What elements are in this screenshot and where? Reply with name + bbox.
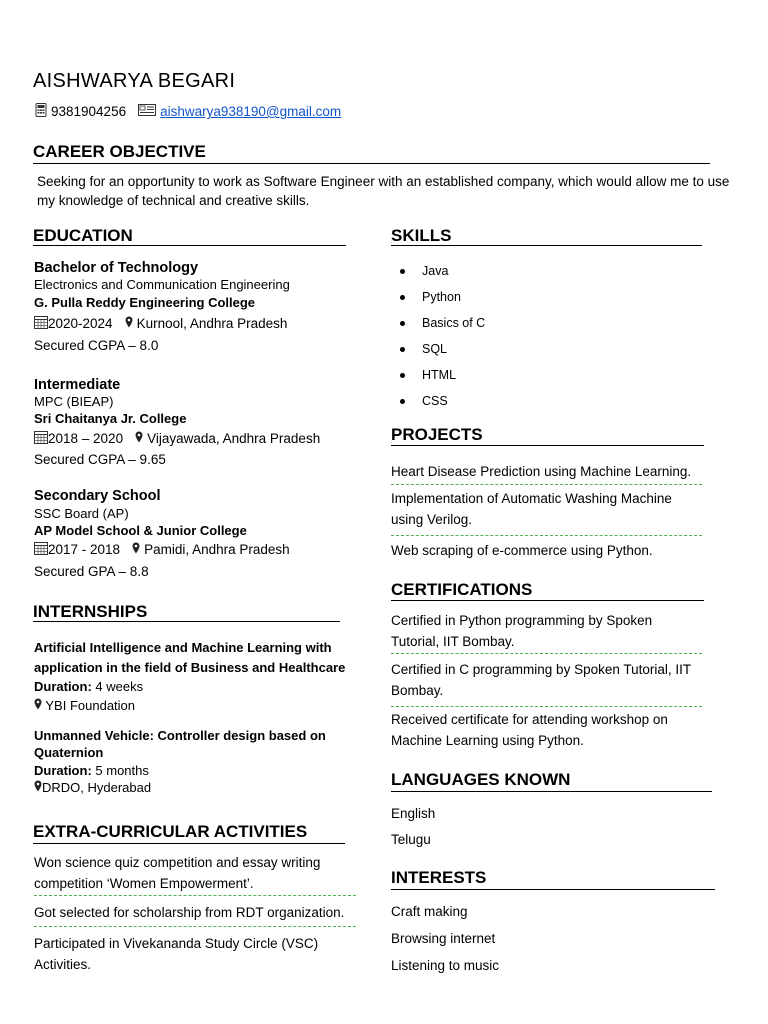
field: SSC Board (AP) <box>34 506 129 521</box>
skills-list <box>400 258 485 414</box>
score: Secured CGPA – 9.65 <box>34 452 166 467</box>
field: MPC (BIEAP) <box>34 394 114 409</box>
bullet-icon <box>400 347 405 352</box>
divider <box>33 163 710 164</box>
language-item: English <box>391 806 436 821</box>
location-pin-icon <box>34 780 42 795</box>
certifications-heading: CERTIFICATIONS <box>391 580 533 599</box>
org-row <box>34 696 369 716</box>
skill-label: Python <box>422 290 461 304</box>
score: Secured GPA – 8.8 <box>34 564 149 579</box>
divider <box>391 889 715 890</box>
phone-number: 9381904256 <box>51 104 127 119</box>
career-objective-text: Seeking for an opportunity to work as Software Engineer with an established company, which would allow me to use my knowledge of technical and creative skills. <box>37 174 730 208</box>
interest-item: Craft making <box>391 904 468 919</box>
duration: 5 months <box>95 763 149 778</box>
language-item: Telugu <box>391 832 431 847</box>
dashed-separator <box>34 895 356 896</box>
skill-item <box>400 310 485 336</box>
school: G. Pulla Reddy Engineering College <box>34 295 256 310</box>
bullet-icon <box>400 295 405 300</box>
projects-heading: PROJECTS <box>391 425 483 444</box>
skill-label: HTML <box>422 368 457 382</box>
years: 2018 – 2020 <box>48 431 124 446</box>
duration-label: Duration: <box>34 679 92 694</box>
education-entry <box>34 260 374 353</box>
divider <box>391 600 704 601</box>
calendar-icon <box>34 541 48 558</box>
school: AP Model School & Junior College <box>34 523 247 538</box>
degree: Secondary School <box>34 488 161 504</box>
org-row <box>34 780 369 796</box>
bullet-icon <box>400 373 405 378</box>
location: Kurnool, Andhra Pradesh <box>136 316 288 331</box>
years: 2020-2024 <box>48 316 113 331</box>
extracurricular-item: Participated in Vivekananda Study Circle (VSC) Activities. <box>34 936 319 972</box>
phone-icon <box>35 103 47 120</box>
dashed-separator <box>391 535 702 536</box>
duration: 4 weeks <box>95 679 144 694</box>
education-entry <box>34 488 374 579</box>
degree: Bachelor of Technology <box>34 260 199 276</box>
year-location-row <box>34 315 374 332</box>
email-icon <box>138 104 156 119</box>
field: Electronics and Communication Engineering <box>34 277 290 292</box>
certification-item: Received certificate for attending workshop on Machine Learning using Python. <box>391 712 668 748</box>
divider <box>391 245 702 246</box>
skill-label: Basics of C <box>422 316 486 330</box>
skill-item <box>400 362 485 388</box>
skills-heading: SKILLS <box>391 226 452 245</box>
years: 2017 - 2018 <box>48 542 121 557</box>
bullet-icon <box>400 399 405 404</box>
divider <box>33 621 340 622</box>
extracurricular-item: Won science quiz competition and essay writing competition ‘Women Empowerment’. <box>34 855 321 891</box>
extracurricular-item: Got selected for scholarship from RDT organization. <box>34 905 345 920</box>
location: Vijayawada, Andhra Pradesh <box>147 431 321 446</box>
skill-label: Java <box>422 264 449 278</box>
skill-label: CSS <box>422 394 448 408</box>
skill-item <box>400 284 485 310</box>
score: Secured CGPA – 8.0 <box>34 338 159 353</box>
internship-entry <box>34 727 369 796</box>
divider <box>391 445 704 446</box>
duration-label: Duration: <box>34 763 92 778</box>
career-objective-heading: CAREER OBJECTIVE <box>33 142 206 161</box>
dashed-separator <box>34 926 356 927</box>
certification-item: Certified in Python programming by Spoken Tutorial, IIT Bombay. <box>391 613 653 649</box>
divider <box>391 791 712 792</box>
school: Sri Chaitanya Jr. College <box>34 411 187 426</box>
internship-title: Unmanned Vehicle: Controller design based on Quaternion <box>34 728 326 760</box>
interest-item: Listening to music <box>391 958 500 973</box>
interests-heading: INTERESTS <box>391 868 487 887</box>
year-location-row <box>34 430 374 447</box>
contact-row <box>35 103 341 120</box>
location-pin-icon <box>135 431 143 446</box>
bullet-icon <box>400 269 405 274</box>
project-item: Web scraping of e-commerce using Python. <box>391 543 653 558</box>
bullet-icon <box>400 321 405 326</box>
location-pin-icon <box>34 698 42 713</box>
internship-entry <box>34 638 369 716</box>
calendar-icon <box>34 315 48 332</box>
candidate-name: AISHWARYA BEGARI <box>33 70 236 92</box>
education-entry <box>34 377 374 467</box>
languages-heading: LANGUAGES KNOWN <box>391 770 571 789</box>
duration-row <box>34 761 369 780</box>
calendar-icon <box>34 430 48 447</box>
internship-title: Artificial Intelligence and Machine Learning with application in the field of Business and Healthcare <box>34 640 346 675</box>
organization: YBI Foundation <box>45 698 136 713</box>
skill-item <box>400 336 485 362</box>
email-link[interactable]: aishwarya938190@gmail.com <box>160 104 342 119</box>
skill-item <box>400 258 485 284</box>
dashed-separator <box>391 484 702 485</box>
degree: Intermediate <box>34 377 121 393</box>
project-item: Implementation of Automatic Washing Machine using Verilog. <box>391 491 672 527</box>
organization: DRDO, Hyderabad <box>42 780 152 795</box>
internships-heading: INTERNSHIPS <box>33 602 148 621</box>
dashed-separator <box>391 706 702 707</box>
extracurricular-heading: EXTRA-CURRICULAR ACTIVITIES <box>33 822 308 841</box>
project-item: Heart Disease Prediction using Machine Learning. <box>391 464 692 479</box>
skill-item <box>400 388 485 414</box>
location-pin-icon <box>132 542 140 557</box>
divider <box>33 843 345 844</box>
duration-row <box>34 678 369 696</box>
divider <box>33 245 346 246</box>
location: Pamidi, Andhra Pradesh <box>144 542 290 557</box>
dashed-separator <box>391 653 702 654</box>
certification-item: Certified in C programming by Spoken Tutorial, IIT Bombay. <box>391 662 691 698</box>
location-pin-icon <box>125 316 133 331</box>
skill-label: SQL <box>422 342 448 356</box>
interest-item: Browsing internet <box>391 931 496 946</box>
education-heading: EDUCATION <box>33 226 133 245</box>
year-location-row <box>34 541 374 558</box>
